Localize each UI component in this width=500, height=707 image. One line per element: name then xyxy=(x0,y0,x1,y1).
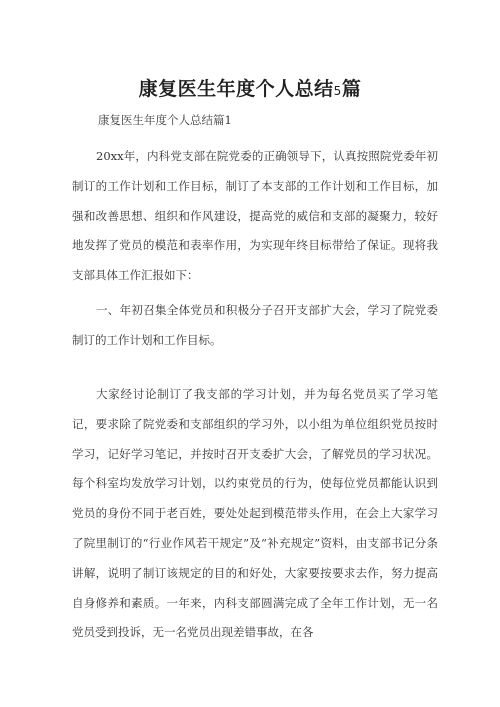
document-subtitle: 康复医生年度个人总结篇1 xyxy=(98,113,232,127)
document-title xyxy=(0,74,500,101)
paragraph: 一、年初召集全体党员和积极分子召开支部扩大会，学习了院党委制订的工作计划和工作目标。 xyxy=(72,303,438,347)
title-number: 5 xyxy=(333,84,342,98)
paragraph: 20xx年，内科党支部在院党委的正确领导下，认真按照院党委年初制订的工作计划和工作目标，制订了本支部的工作计划和工作目标，加强和改善思想、组织和作风建设，提高党的威信和支部的凝聚力，较好地发挥了党员的模范和表率作用，为实现年终目标带给了保证。现将我支部具体工作汇报如下： xyxy=(72,149,438,283)
paragraph: 大家经讨论制订了我支部的学习计划，并为每名党员买了学习笔记，要求除了院党委和支部组织的学习外，以小组为单位组织党员按时学习，记好学习笔记，并按时召开支委扩大会，了解党员的学习状况。每个科室均发放学习计划，以约束党员的行为，使每位党员都能认识到党员的身份不同于老百姓，要处处起到模范带头作用，在会上大家学习了院里制订的“行业作风若干规定”及“补充规定”资料，由支部书记分条讲解，说明了制订该规定的目的和好处，大家要按要求去作，努力提高自身修养和素质。一年来，内科支部圆满完成了全年工作计划，无一名党员受到投诉，无一名党员出现差错事故，在各 xyxy=(72,387,438,640)
title-main: 康复医生年度个人总结 xyxy=(138,78,334,100)
title-suffix: 篇 xyxy=(341,78,362,100)
